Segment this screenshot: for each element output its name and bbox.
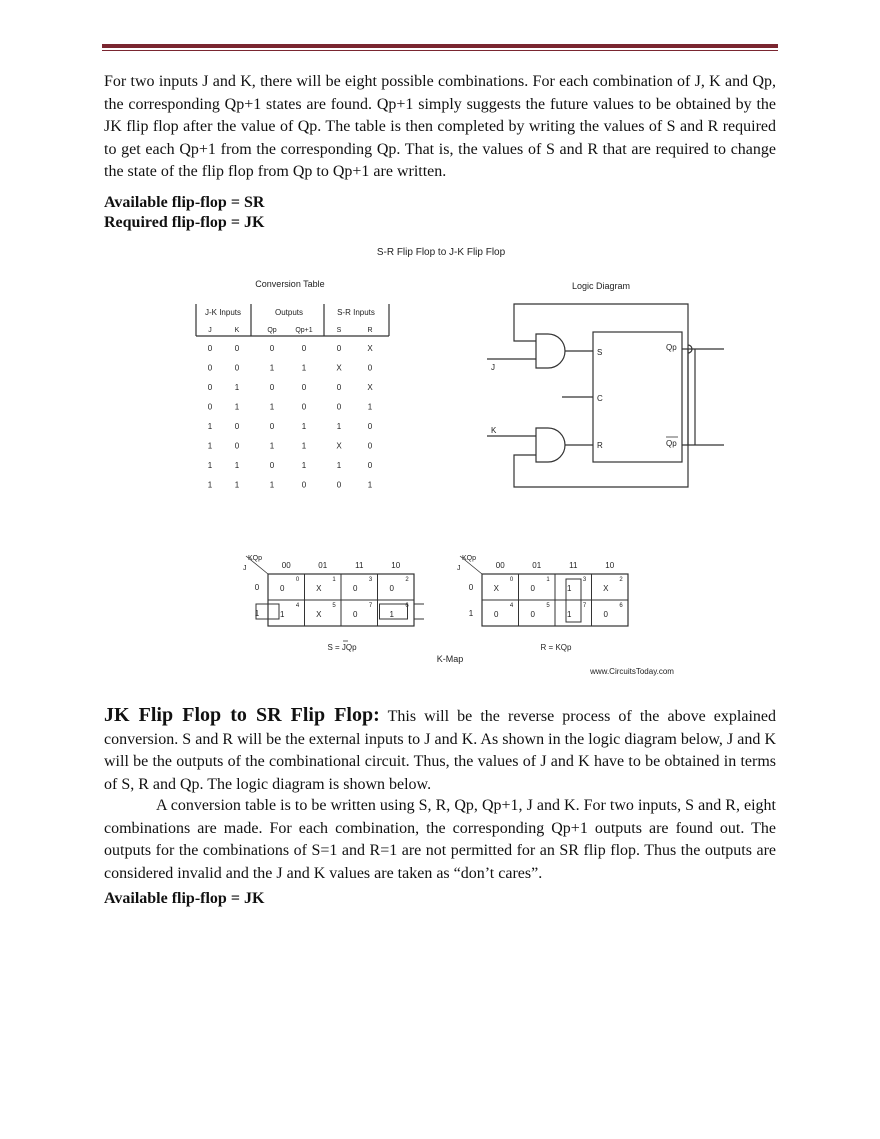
table-cell: 1 xyxy=(207,422,213,431)
kmap-r-cell: X xyxy=(493,584,499,593)
kmap-r-col-label: 00 xyxy=(495,561,505,570)
table-cell: 0 xyxy=(367,363,373,373)
kmap-r-cell-index: 5 xyxy=(546,603,550,609)
required-flipflop-1: Required flip-flop = JK xyxy=(104,214,265,231)
kmap-r-corner-top: KQp xyxy=(462,555,477,562)
logic-label-qp-bar: Qp xyxy=(666,439,677,448)
kmap-s-cell-index: 3 xyxy=(368,577,373,583)
table-column-header: S xyxy=(336,327,342,334)
kmap-r-cell: 1 xyxy=(567,584,572,593)
header-rule xyxy=(102,44,778,48)
kmap-s-cell-index: 5 xyxy=(332,603,336,609)
kmap-r-row-label: 1 xyxy=(468,609,474,618)
table-cell: 1 xyxy=(207,480,213,490)
table-cell: 1 xyxy=(234,402,240,412)
table-cell: X xyxy=(336,441,342,451)
conversion-paragraph: A conversion table is to be written using S, R, Qp, Qp+1, J and K. For two inputs, S and R, eight combinations are made. For each combination, the corresponding Qp+1 outputs are found out. The outputs for the combinations of S=1 and R=1 are not permitted for an SR flip flop. Thus the outputs are considered invalid and the J and K values are taken as “don’t cares”. xyxy=(104,797,776,882)
table-title: Conversion Table xyxy=(255,279,325,289)
table-cell: 0 xyxy=(301,344,307,353)
table-cell: X xyxy=(367,383,373,392)
table-cell: 1 xyxy=(336,461,342,470)
kmap-s-cell-index: 4 xyxy=(295,603,300,609)
table-cell: 0 xyxy=(234,441,240,451)
figure-title: S-R Flip Flop to J-K Flip Flop xyxy=(376,247,506,258)
kmap-s-corner-top: KQp xyxy=(248,555,263,562)
table-cell: 0 xyxy=(207,402,213,412)
kmap-r-cell-index: 0 xyxy=(509,577,514,583)
table-cell: 0 xyxy=(234,422,240,431)
logic-title: Logic Diagram xyxy=(571,281,631,291)
table-cell: 1 xyxy=(301,441,307,451)
available-flipflop-2: Available flip-flop = JK xyxy=(104,890,265,907)
table-cell: 0 xyxy=(207,383,213,392)
table-cell: 1 xyxy=(301,461,307,470)
logic-label-s: S xyxy=(597,348,603,357)
table-cell: 0 xyxy=(269,422,275,431)
kmap-s-row-label: 1 xyxy=(254,609,260,618)
table-cell: 0 xyxy=(367,422,373,431)
kmap-s-col-label: 11 xyxy=(355,561,364,570)
kmap-r-cell: 1 xyxy=(567,610,572,619)
table-cell: 1 xyxy=(269,441,275,451)
kmap-s-cell-index: 7 xyxy=(368,603,373,609)
table-cell: 0 xyxy=(301,480,307,490)
table-cell: 1 xyxy=(234,383,240,392)
table-cell: 1 xyxy=(301,422,307,431)
logic-label-qp: Qp xyxy=(666,343,677,352)
table-cell: 0 xyxy=(234,344,240,353)
kmap-r-col-label: 11 xyxy=(569,561,578,570)
table-cell: 0 xyxy=(207,344,213,353)
kmap-r-cell: 0 xyxy=(530,584,535,593)
logic-label-r: R xyxy=(597,441,603,450)
table-cell: X xyxy=(336,363,342,373)
kmap-s-col-label: 10 xyxy=(391,561,401,570)
table-cell: 1 xyxy=(336,422,342,431)
table-cell: X xyxy=(367,344,373,353)
intro-paragraph: For two inputs J and K, there will be eight possible combinations. For each combination of J, K and Qp, the corresponding Qp+1 states are found. Qp+1 simply suggests the future values to be obtained by the JK flip flop after the value of Qp. The table is then completed by writing the values of S and R required to get each Qp+1 from the corresponding Qp. That is, the values of S and R that are required to change the state of the flip flop from Qp to Qp+1 are written. xyxy=(104,73,776,181)
table-cell: 0 xyxy=(269,344,275,353)
kmap-r-col-label: 10 xyxy=(605,561,615,570)
table-cell: 0 xyxy=(336,383,342,392)
kmap-s-cell: 0 xyxy=(389,584,394,593)
table-cell: 1 xyxy=(367,402,373,412)
table-cell: 1 xyxy=(269,402,275,412)
table-cell: 0 xyxy=(234,363,240,373)
logic-wires xyxy=(487,304,724,487)
table-cell: 0 xyxy=(301,383,307,392)
section-body: This will be the reverse process of the above explained conversion. S and R will be the external inputs to J and K. As shown in the logic diagram below, J and K will be the outputs of the combinational circuit. Thus, the values of J and K have to be obtained in terms of S, R and Qp. The logic diagram is shown below. xyxy=(104,708,776,793)
table-cell: 0 xyxy=(336,480,342,490)
figure-credit: www.CircuitsToday.com xyxy=(590,667,674,676)
kmap-r-cell: 0 xyxy=(494,610,499,619)
kmap-s-cell: X xyxy=(316,610,322,619)
header-rule-thin xyxy=(102,50,778,51)
table-cell: 1 xyxy=(269,480,275,490)
group-sr-inputs: S-R Inputs xyxy=(337,308,375,317)
kmap-r-cell-index: 6 xyxy=(619,603,623,609)
kmap-s-equation: S = JQp xyxy=(327,643,357,652)
kmap-r-equation: R = KQp xyxy=(540,643,572,652)
kmap-s-cell: 1 xyxy=(280,610,285,619)
kmap-r-cell-index: 1 xyxy=(546,577,550,583)
table-cell: 0 xyxy=(269,383,275,392)
table-cell: 0 xyxy=(367,441,373,451)
kmap-s-corner-left: J xyxy=(243,565,247,572)
kmap-s-cell: 0 xyxy=(353,584,358,593)
kmap-r-cell: 0 xyxy=(603,610,608,619)
kmap-r-cell-index: 2 xyxy=(619,577,623,583)
table-cell: 1 xyxy=(207,441,213,451)
table-cell: 0 xyxy=(301,402,307,412)
table-column-header: J xyxy=(208,327,212,334)
table-cell: 1 xyxy=(367,480,373,490)
kmap-r-cell: 0 xyxy=(530,610,535,619)
group-outputs: Outputs xyxy=(274,308,304,317)
kmap-r-cell-index: 4 xyxy=(509,603,514,609)
table-cell: 0 xyxy=(336,402,342,412)
kmap-s-cell-index: 2 xyxy=(405,577,409,583)
available-flipflop-1: Available flip-flop = SR xyxy=(104,194,265,211)
kmap-s xyxy=(243,555,424,626)
logic-label-j: J xyxy=(491,363,495,372)
kmap-s-col-label: 00 xyxy=(281,561,291,570)
kmap-r-cell-index: 7 xyxy=(582,603,587,609)
table-column-header: K xyxy=(234,327,240,334)
table-cell: 1 xyxy=(301,363,307,373)
kmap-r-corner-left: J xyxy=(457,565,461,572)
table-cell: 0 xyxy=(207,363,213,373)
kmap-s-cell-index: 0 xyxy=(295,577,300,583)
table-cell: 1 xyxy=(269,363,275,373)
table-cell: 0 xyxy=(336,344,342,353)
kmap-r-cell: X xyxy=(603,584,609,593)
table-cell: 1 xyxy=(234,480,240,490)
kmap-r-col-label: 01 xyxy=(532,561,542,570)
section-heading: JK Flip Flop to SR Flip Flop: xyxy=(104,704,380,726)
kmap-s-cell: 0 xyxy=(353,610,358,619)
kmap-r-cell-index: 3 xyxy=(582,577,587,583)
table-cell: 0 xyxy=(367,461,373,470)
kmap-s-cell-index: 1 xyxy=(332,577,336,583)
table-cell: 1 xyxy=(234,461,240,470)
table-column-header: Qp xyxy=(267,327,277,334)
conversion-figure xyxy=(180,240,740,680)
kmap-s-row-label: 0 xyxy=(254,583,260,592)
kmap-s-cell: 1 xyxy=(389,610,394,619)
group-jk-inputs: J-K Inputs xyxy=(204,308,242,317)
logic-label-k: K xyxy=(491,426,497,435)
kmap-r xyxy=(457,555,628,626)
kmap-s-col-label: 01 xyxy=(318,561,328,570)
table-cell: 1 xyxy=(207,461,213,470)
kmap-s-cell-index: 6 xyxy=(405,603,409,609)
kmap-title: K-Map xyxy=(436,654,464,664)
table-cell: 0 xyxy=(269,461,275,470)
kmap-s-cell: 0 xyxy=(280,584,285,593)
section-paragraph xyxy=(104,704,776,796)
logic-label-c: C xyxy=(597,394,603,403)
kmap-r-row-label: 0 xyxy=(468,583,474,592)
table-column-header: Qp+1 xyxy=(295,327,313,334)
kmap-s-cell: X xyxy=(316,584,322,593)
table-column-header: R xyxy=(367,327,373,334)
